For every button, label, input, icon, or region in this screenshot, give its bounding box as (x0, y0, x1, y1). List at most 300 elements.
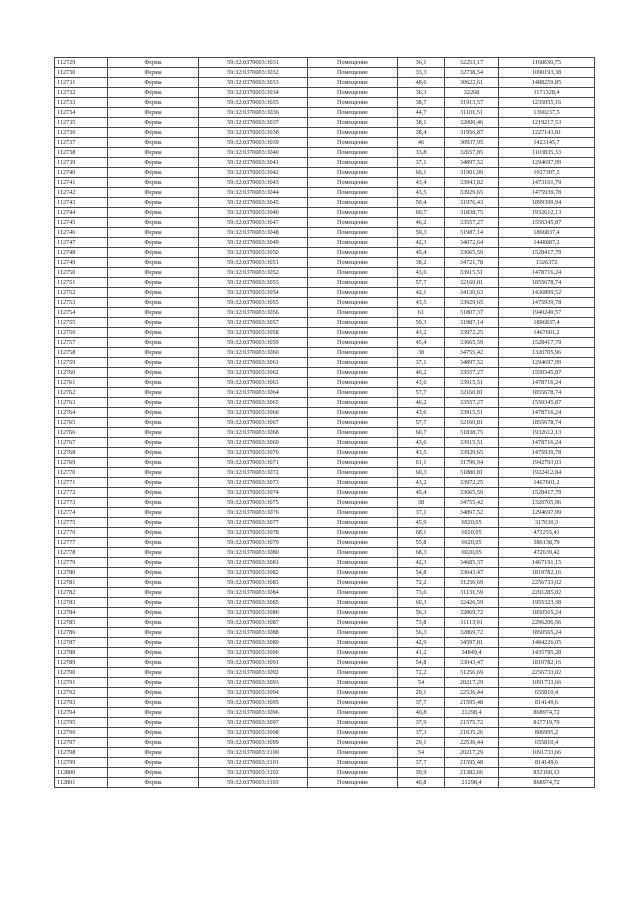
table-row (55, 158, 595, 168)
object-type-cell: Ферма (108, 108, 199, 118)
row-number-cell: 112796 (55, 728, 108, 738)
unit-value-cell: 34849,4 (445, 648, 499, 658)
cadastral-value-cell: 655810,4 (499, 688, 595, 698)
object-type-cell: Ферма (108, 188, 199, 198)
object-type-cell: Ферма (108, 128, 199, 138)
cadastral-number-cell: 59:32:0370003:3067 (199, 418, 308, 428)
cadastral-value-cell: 1922412,84 (499, 468, 595, 478)
area-cell: 46,2 (398, 398, 445, 408)
cadastral-value-cell: 1850565,24 (499, 628, 595, 638)
unit-value-cell: 33915,51 (445, 438, 499, 448)
table-row (55, 218, 595, 228)
row-number-cell: 112754 (55, 308, 108, 318)
cadastral-number-cell: 59:32:0370003:3060 (199, 348, 308, 358)
object-type-cell: Ферма (108, 708, 199, 718)
cadastral-number-cell: 59:32:0370003:3102 (199, 768, 308, 778)
table-row (55, 468, 595, 478)
premises-kind-cell: Помещение (308, 298, 398, 308)
cadastral-value-cell: 1810782,16 (499, 658, 595, 668)
cadastral-value-cell: 1932612,13 (499, 208, 595, 218)
unit-value-cell: 31987,14 (445, 318, 499, 328)
cadastral-value-cell: 1478716,24 (499, 268, 595, 278)
area-cell: 54,8 (398, 568, 445, 578)
area-cell: 72,2 (398, 578, 445, 588)
premises-kind-cell: Помещение (308, 268, 398, 278)
cadastral-value-cell: 853168,13 (499, 768, 595, 778)
row-number-cell: 112739 (55, 158, 108, 168)
cadastral-number-cell: 59:32:0370003:3034 (199, 88, 308, 98)
object-type-cell: Ферма (108, 768, 199, 778)
object-type-cell: Ферма (108, 258, 199, 268)
row-number-cell: 112748 (55, 248, 108, 258)
premises-kind-cell: Помещение (308, 548, 398, 558)
cadastral-number-cell: 59:32:0370003:3056 (199, 308, 308, 318)
unit-value-cell: 31913,57 (445, 98, 499, 108)
premises-kind-cell: Помещение (308, 488, 398, 498)
object-type-cell: Ферма (108, 348, 199, 358)
cadastral-number-cell: 59:32:0370003:3051 (199, 258, 308, 268)
cadastral-value-cell: 2291285,02 (499, 588, 595, 598)
cadastral-value-cell: 2296206,56 (499, 618, 595, 628)
area-cell: 42,1 (398, 288, 445, 298)
area-cell: 60,1 (398, 168, 445, 178)
unit-value-cell: 31131,59 (445, 588, 499, 598)
area-cell: 54 (398, 678, 445, 688)
unit-value-cell: 21298,4 (445, 708, 499, 718)
cadastral-number-cell: 59:32:0370003:3084 (199, 588, 308, 598)
cadastral-number-cell: 59:32:0370003:3072 (199, 468, 308, 478)
row-number-cell: 112770 (55, 468, 108, 478)
row-number-cell: 112768 (55, 448, 108, 458)
cadastral-value-cell: 1850565,24 (499, 608, 595, 618)
table-row (55, 458, 595, 468)
area-cell: 37,1 (398, 358, 445, 368)
table-row (55, 148, 595, 158)
row-number-cell: 112775 (55, 518, 108, 528)
cadastral-value-cell: 1294697,99 (499, 508, 595, 518)
object-type-cell: Ферма (108, 728, 199, 738)
object-type-cell: Ферма (108, 588, 199, 598)
object-type-cell: Ферма (108, 248, 199, 258)
row-number-cell: 112758 (55, 348, 108, 358)
unit-value-cell: 31256,69 (445, 578, 499, 588)
premises-kind-cell: Помещение (308, 178, 398, 188)
area-cell: 29,1 (398, 688, 445, 698)
row-number-cell: 112783 (55, 598, 108, 608)
unit-value-cell: 21595,48 (445, 758, 499, 768)
area-cell: 42,3 (398, 558, 445, 568)
row-number-cell: 112788 (55, 648, 108, 658)
object-type-cell: Ферма (108, 628, 199, 638)
row-number-cell: 112782 (55, 588, 108, 598)
premises-kind-cell: Помещение (308, 578, 398, 588)
object-type-cell: Ферма (108, 508, 199, 518)
cadastral-value-cell: 1467191,15 (499, 558, 595, 568)
area-cell: 37,1 (398, 508, 445, 518)
table-row (55, 438, 595, 448)
table-row (55, 318, 595, 328)
area-cell: 54,8 (398, 658, 445, 668)
cadastral-number-cell: 59:32:0370003:3073 (199, 478, 308, 488)
cadastral-value-cell: 806995,2 (499, 728, 595, 738)
row-number-cell: 112766 (55, 428, 108, 438)
cadastral-value-cell: 868974,72 (499, 708, 595, 718)
area-cell: 45,9 (398, 518, 445, 528)
premises-kind-cell: Помещение (308, 478, 398, 488)
unit-value-cell: 34072,64 (445, 238, 499, 248)
premises-kind-cell: Помещение (308, 138, 398, 148)
unit-value-cell: 21575,72 (445, 718, 499, 728)
unit-value-cell: 21298,4 (445, 778, 499, 788)
cadastral-number-cell: 59:32:0370003:3044 (199, 188, 308, 198)
premises-kind-cell: Помещение (308, 458, 398, 468)
object-type-cell: Ферма (108, 98, 199, 108)
area-cell: 43,6 (398, 268, 445, 278)
row-number-cell: 112762 (55, 388, 108, 398)
cadastral-value-cell: 1484226,05 (499, 638, 595, 648)
table-row (55, 328, 595, 338)
cadastral-value-cell: 1488259,85 (499, 78, 595, 88)
unit-value-cell: 34897,52 (445, 508, 499, 518)
premises-kind-cell: Помещение (308, 558, 398, 568)
cadastral-value-cell: 1550345,87 (499, 368, 595, 378)
cadastral-number-cell: 59:32:0370003:3041 (199, 158, 308, 168)
unit-value-cell: 34721,78 (445, 258, 499, 268)
unit-value-cell: 32253,17 (445, 58, 499, 68)
table-row (55, 278, 595, 288)
unit-value-cell: 31901,99 (445, 168, 499, 178)
row-number-cell: 112752 (55, 288, 108, 298)
premises-kind-cell: Помещение (308, 498, 398, 508)
area-cell: 61 (398, 308, 445, 318)
unit-value-cell: 32869,72 (445, 628, 499, 638)
unit-value-cell: 32160,81 (445, 278, 499, 288)
premises-kind-cell: Помещение (308, 288, 398, 298)
object-type-cell: Ферма (108, 688, 199, 698)
premises-kind-cell: Помещение (308, 128, 398, 138)
area-cell: 55,8 (398, 538, 445, 548)
row-number-cell: 112792 (55, 688, 108, 698)
unit-value-cell: 22536,44 (445, 738, 499, 748)
area-cell: 43,6 (398, 408, 445, 418)
object-type-cell: Ферма (108, 78, 199, 88)
row-number-cell: 112750 (55, 268, 108, 278)
cadastral-number-cell: 59:32:0370003:3062 (199, 368, 308, 378)
cadastral-number-cell: 59:32:0370003:3093 (199, 678, 308, 688)
object-type-cell: Ферма (108, 748, 199, 758)
object-type-cell: Ферма (108, 328, 199, 338)
row-number-cell: 112774 (55, 508, 108, 518)
table-row (55, 398, 595, 408)
area-cell: 43,5 (398, 188, 445, 198)
area-cell: 73,6 (398, 588, 445, 598)
unit-value-cell: 33665,59 (445, 248, 499, 258)
object-type-cell: Ферма (108, 138, 199, 148)
object-type-cell: Ферма (108, 278, 199, 288)
row-number-cell: 112776 (55, 528, 108, 538)
premises-kind-cell: Помещение (308, 258, 398, 268)
premises-kind-cell: Помещение (308, 58, 398, 68)
row-number-cell: 112801 (55, 778, 108, 788)
table-row (55, 628, 595, 638)
cadastral-value-cell: 1942793,03 (499, 458, 595, 468)
area-cell: 43,4 (398, 178, 445, 188)
premises-kind-cell: Помещение (308, 388, 398, 398)
area-cell: 38 (398, 498, 445, 508)
premises-kind-cell: Помещение (308, 198, 398, 208)
document-page (54, 57, 594, 788)
cadastral-value-cell: 1478716,24 (499, 408, 595, 418)
table-row (55, 488, 595, 498)
table-row (55, 228, 595, 238)
row-number-cell: 112800 (55, 768, 108, 778)
table-body (55, 58, 595, 788)
object-type-cell: Ферма (108, 458, 199, 468)
row-number-cell: 112742 (55, 188, 108, 198)
object-type-cell: Ферма (108, 288, 199, 298)
area-cell: 40,8 (398, 708, 445, 718)
area-cell: 37,9 (398, 718, 445, 728)
cadastral-number-cell: 59:32:0370003:3076 (199, 508, 308, 518)
premises-kind-cell: Помещение (308, 348, 398, 358)
object-type-cell: Ферма (108, 318, 199, 328)
table-row (55, 118, 595, 128)
cadastral-value-cell: 1475939,78 (499, 448, 595, 458)
cadastral-value-cell: 1550345,87 (499, 218, 595, 228)
object-type-cell: Ферма (108, 698, 199, 708)
table-row (55, 688, 595, 698)
cadastral-number-cell: 59:32:0370003:3094 (199, 688, 308, 698)
area-cell: 61,1 (398, 458, 445, 468)
area-cell: 46,2 (398, 368, 445, 378)
cadastral-number-cell: 59:32:0370003:3066 (199, 408, 308, 418)
cadastral-number-cell: 59:32:0370003:3089 (199, 638, 308, 648)
cadastral-number-cell: 59:32:0370003:3046 (199, 208, 308, 218)
unit-value-cell: 33043,47 (445, 658, 499, 668)
area-cell: 59,3 (398, 318, 445, 328)
table-row (55, 758, 595, 768)
area-cell: 38,4 (398, 128, 445, 138)
object-type-cell: Ферма (108, 618, 199, 628)
area-cell: 40,8 (398, 778, 445, 788)
unit-value-cell: 33915,51 (445, 378, 499, 388)
unit-value-cell: 33557,27 (445, 398, 499, 408)
row-number-cell: 112760 (55, 368, 108, 378)
unit-value-cell: 31838,75 (445, 428, 499, 438)
cadastral-value-cell: 471255,41 (499, 528, 595, 538)
area-cell: 43,5 (398, 298, 445, 308)
unit-value-cell: 21382,66 (445, 768, 499, 778)
unit-value-cell: 33972,25 (445, 328, 499, 338)
area-cell: 57,7 (398, 388, 445, 398)
unit-value-cell: 33665,59 (445, 338, 499, 348)
cadastral-number-cell: 59:32:0370003:3101 (199, 758, 308, 768)
row-number-cell: 112784 (55, 608, 108, 618)
table-row (55, 658, 595, 668)
cadastral-value-cell: 1320705,96 (499, 498, 595, 508)
area-cell: 29,1 (398, 738, 445, 748)
row-number-cell: 112751 (55, 278, 108, 288)
premises-kind-cell: Помещение (308, 148, 398, 158)
premises-kind-cell: Помещение (308, 358, 398, 368)
cadastral-number-cell: 59:32:0370003:3038 (199, 128, 308, 138)
object-type-cell: Ферма (108, 558, 199, 568)
row-number-cell: 112757 (55, 338, 108, 348)
cadastral-value-cell: 472639,42 (499, 548, 595, 558)
area-cell: 60,7 (398, 208, 445, 218)
table-row (55, 358, 595, 368)
premises-kind-cell: Помещение (308, 468, 398, 478)
cadastral-value-cell: 1896837,4 (499, 318, 595, 328)
premises-kind-cell: Помещение (308, 748, 398, 758)
row-number-cell: 112786 (55, 628, 108, 638)
table-row (55, 588, 595, 598)
unit-value-cell: 31976,43 (445, 198, 499, 208)
premises-kind-cell: Помещение (308, 188, 398, 198)
cadastral-number-cell: 59:32:0370003:3079 (199, 538, 308, 548)
unit-value-cell: 31256,69 (445, 668, 499, 678)
area-cell: 37,1 (398, 158, 445, 168)
row-number-cell: 112753 (55, 298, 108, 308)
cadastral-number-cell: 59:32:0370003:3088 (199, 628, 308, 638)
unit-value-cell: 31838,75 (445, 208, 499, 218)
cadastral-number-cell: 59:32:0370003:3065 (199, 398, 308, 408)
table-row (55, 208, 595, 218)
premises-kind-cell: Помещение (308, 508, 398, 518)
unit-value-cell: 34597,81 (445, 638, 499, 648)
object-type-cell: Ферма (108, 88, 199, 98)
cadastral-number-cell: 59:32:0370003:3063 (199, 378, 308, 388)
row-number-cell: 112778 (55, 548, 108, 558)
table-row (55, 618, 595, 628)
table-row (55, 608, 595, 618)
table-row (55, 308, 595, 318)
object-type-cell: Ферма (108, 538, 199, 548)
cadastral-number-cell: 59:32:0370003:3032 (199, 68, 308, 78)
cadastral-value-cell: 1091733,66 (499, 678, 595, 688)
cadastral-number-cell: 59:32:0370003:3077 (199, 518, 308, 528)
premises-kind-cell: Помещение (308, 118, 398, 128)
object-type-cell: Ферма (108, 658, 199, 668)
object-type-cell: Ферма (108, 498, 199, 508)
cadastral-value-cell: 317630,3 (499, 518, 595, 528)
object-type-cell: Ферма (108, 578, 199, 588)
object-type-cell: Ферма (108, 178, 199, 188)
table-row (55, 338, 595, 348)
row-number-cell: 112740 (55, 168, 108, 178)
cadastral-number-cell: 59:32:0370003:3069 (199, 438, 308, 448)
unit-value-cell: 34897,52 (445, 158, 499, 168)
cadastral-number-cell: 59:32:0370003:3085 (199, 598, 308, 608)
cadastral-value-cell: 655810,4 (499, 738, 595, 748)
cadastral-number-cell: 59:32:0370003:3043 (199, 178, 308, 188)
premises-kind-cell: Помещение (308, 518, 398, 528)
unit-value-cell: 31101,51 (445, 108, 499, 118)
table-row (55, 198, 595, 208)
cadastral-value-cell: 1550345,87 (499, 398, 595, 408)
premises-kind-cell: Помещение (308, 718, 398, 728)
unit-value-cell: 20217,29 (445, 678, 499, 688)
row-number-cell: 112790 (55, 668, 108, 678)
unit-value-cell: 31796,94 (445, 458, 499, 468)
cadastral-value-cell: 1435795,28 (499, 648, 595, 658)
row-number-cell: 112738 (55, 148, 108, 158)
premises-kind-cell: Помещение (308, 448, 398, 458)
premises-kind-cell: Помещение (308, 328, 398, 338)
area-cell: 46,2 (398, 218, 445, 228)
cadastral-value-cell: 1478716,24 (499, 378, 595, 388)
cadastral-value-cell: 1219217,53 (499, 118, 595, 128)
object-type-cell: Ферма (108, 338, 199, 348)
cadastral-number-cell: 59:32:0370003:3057 (199, 318, 308, 328)
cadastral-value-cell: 814149,6 (499, 698, 595, 708)
unit-value-cell: 32000,46 (445, 118, 499, 128)
cadastral-number-cell: 59:32:0370003:3082 (199, 568, 308, 578)
premises-kind-cell: Помещение (308, 168, 398, 178)
area-cell: 57,7 (398, 418, 445, 428)
table-row (55, 298, 595, 308)
cadastral-number-cell: 59:32:0370003:3039 (199, 138, 308, 148)
object-type-cell: Ферма (108, 238, 199, 248)
row-number-cell: 112747 (55, 238, 108, 248)
row-number-cell: 112761 (55, 378, 108, 388)
unit-value-cell: 34755,42 (445, 498, 499, 508)
premises-kind-cell: Помещение (308, 408, 398, 418)
premises-kind-cell: Помещение (308, 658, 398, 668)
table-row (55, 388, 595, 398)
unit-value-cell: 32268 (445, 88, 499, 98)
unit-value-cell: 31956,87 (445, 128, 499, 138)
row-number-cell: 112765 (55, 418, 108, 428)
cadastral-value-cell: 2256733,02 (499, 578, 595, 588)
cadastral-number-cell: 59:32:0370003:3037 (199, 118, 308, 128)
table-row (55, 768, 595, 778)
area-cell: 59,3 (398, 228, 445, 238)
area-cell: 43,6 (398, 378, 445, 388)
table-row (55, 238, 595, 248)
cadastral-value-cell: 868974,72 (499, 778, 595, 788)
unit-value-cell: 6920,05 (445, 518, 499, 528)
unit-value-cell: 6920,05 (445, 528, 499, 538)
unit-value-cell: 33915,51 (445, 268, 499, 278)
object-type-cell: Ферма (108, 358, 199, 368)
row-number-cell: 112732 (55, 88, 108, 98)
premises-kind-cell: Помещение (308, 418, 398, 428)
cadastral-value-cell: 814149,6 (499, 758, 595, 768)
object-type-cell: Ферма (108, 468, 199, 478)
area-cell: 60,3 (398, 598, 445, 608)
area-cell: 42,9 (398, 638, 445, 648)
premises-kind-cell: Помещение (308, 228, 398, 238)
cadastral-value-cell: 1478716,24 (499, 438, 595, 448)
row-number-cell: 112736 (55, 128, 108, 138)
object-type-cell: Ферма (108, 68, 199, 78)
row-number-cell: 112743 (55, 198, 108, 208)
premises-kind-cell: Помещение (308, 238, 398, 248)
area-cell: 57,7 (398, 278, 445, 288)
table-row (55, 268, 595, 278)
area-cell: 42,3 (398, 238, 445, 248)
cadastral-number-cell: 59:32:0370003:3092 (199, 668, 308, 678)
table-row (55, 738, 595, 748)
cadastral-value-cell: 1855678,74 (499, 278, 595, 288)
table-row (55, 538, 595, 548)
cadastral-number-cell: 59:32:0370003:3031 (199, 58, 308, 68)
table-row (55, 598, 595, 608)
table-row (55, 528, 595, 538)
area-cell: 56,3 (398, 608, 445, 618)
table-row (55, 128, 595, 138)
